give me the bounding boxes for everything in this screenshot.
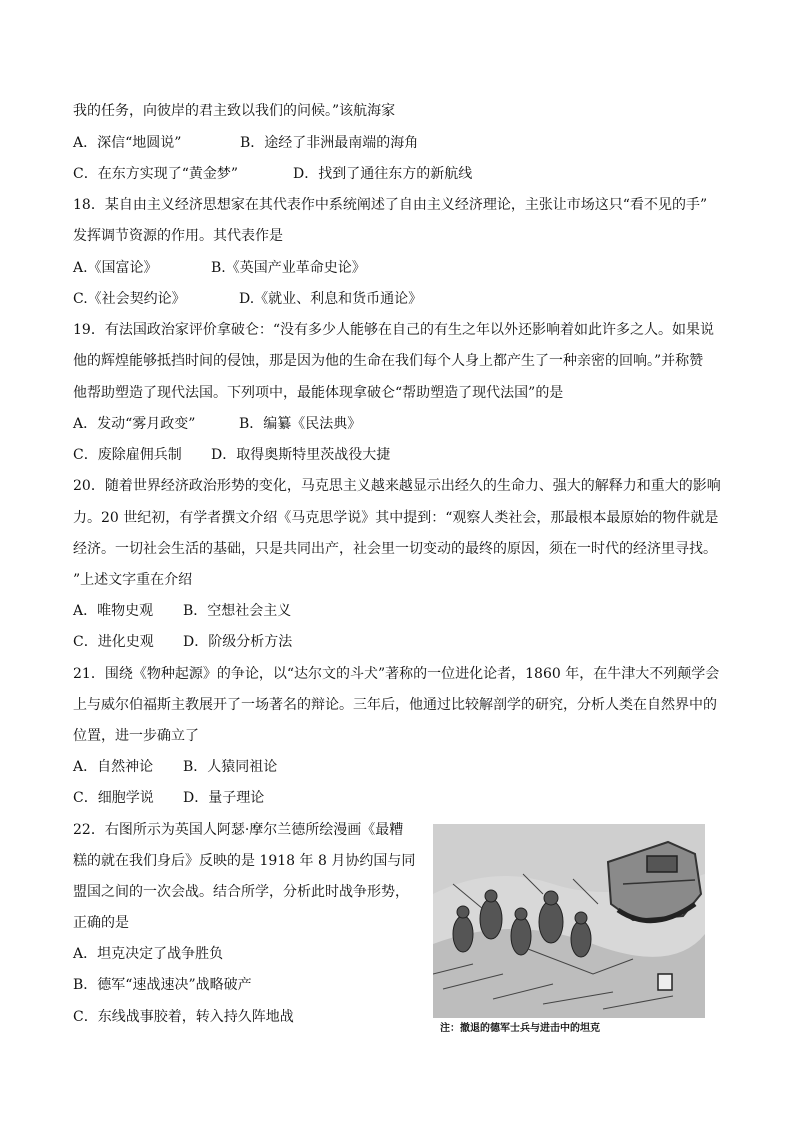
q22-stem-line2: 糕的就在我们身后》反映的是 1918 年 8 月协约国与同 (73, 853, 416, 869)
q19-option-c: C．废除雇佣兵制 (73, 447, 182, 463)
q22-option-b: B．德军“速战速决”战略破产 (73, 977, 252, 993)
cartoon-caption: 注：撤退的德军士兵与进击中的坦克 (440, 1023, 600, 1034)
q19-option-b: B．编纂《民法典》 (239, 416, 362, 432)
q17-option-a: A．深信“地圆说” (73, 135, 182, 151)
war-cartoon-image (433, 824, 705, 1018)
q18-option-c: C.《社会契约论》 (73, 291, 186, 307)
q18-option-b: B.《英国产业革命史论》 (211, 260, 366, 276)
q20-stem-line2: 力。20 世纪初，有学者撰文介绍《马克思学说》其中提到：“观察人类社会，那最根本最原始的物件就是 (73, 510, 719, 526)
cartoon-illustration (433, 824, 705, 1018)
q17-option-d: D．找到了通往东方的新航线 (293, 166, 473, 182)
q19-option-d: D．取得奥斯特里茨战役大捷 (211, 447, 391, 463)
q18-stem-line1: 18．某自由主义经济思想家在其代表作中系统阐述了自由主义经济理论，主张让市场这只“看不见的手” (73, 197, 708, 213)
q20-option-c: C．进化史观 (73, 634, 154, 650)
q18-stem-line2: 发挥调节资源的作用。其代表作是 (73, 228, 283, 244)
q21-option-d: D．量子理论 (183, 790, 265, 806)
q20-stem-line1: 20．随着世界经济政治形势的变化，马克思主义越来越显示出经久的生命力、强大的解释力和重大的影响 (73, 478, 721, 494)
q22-stem-line1: 22．右图所示为英国人阿瑟·摩尔兰德所绘漫画《最糟 (73, 822, 404, 838)
q17-option-b: B．途经了非洲最南端的海角 (240, 135, 419, 151)
q20-stem-line4: ”上述文字重在介绍 (73, 572, 193, 588)
q19-stem-line2: 他的辉煌能够抵挡时间的侵蚀，那是因为他的生命在我们每个人身上都产生了一种亲密的回响。”并称赞 (73, 353, 704, 369)
q21-stem-line3: 位置，进一步确立了 (73, 728, 199, 744)
q20-option-d: D．阶级分析方法 (183, 634, 293, 650)
q22-stem-line3: 盟国之间的一次会战。结合所学，分析此时战争形势， (73, 884, 409, 900)
q20-stem-line3: 经济。一切社会生活的基础，只是共同出产，社会里一切变动的最终的原因，须在一时代的经济里寻找。 (73, 541, 717, 557)
q20-option-a: A．唯物史观 (73, 603, 154, 619)
q18-option-a: A.《国富论》 (73, 260, 158, 276)
q19-option-a: A．发动“雾月政变” (73, 416, 196, 432)
q22-stem-line4: 正确的是 (73, 915, 129, 931)
q21-stem-line1: 21．围绕《物种起源》的争论，以“达尔文的斗犬”著称的一位进化论者，1860 年，在牛津大不列颠学会 (73, 666, 720, 682)
q19-stem-line1: 19．有法国政治家评价拿破仑：“没有多少人能够在自己的有生之年以外还影响着如此许多之人。如果说 (73, 322, 714, 338)
q20-option-b: B．空想社会主义 (183, 603, 292, 619)
q17-option-c: C．在东方实现了“黄金梦” (73, 166, 239, 182)
q21-option-c: C．细胞学说 (73, 790, 154, 806)
q17-stem-tail: 我的任务，向彼岸的君主致以我们的问候。”该航海家 (73, 103, 396, 119)
q22-option-a: A．坦克决定了战争胜负 (73, 946, 224, 962)
q19-stem-line3: 他帮助塑造了现代法国。下列项中，最能体现拿破仑“帮助塑造了现代法国”的是 (73, 385, 564, 401)
q18-option-d: D.《就业、利息和货币通论》 (239, 291, 423, 307)
q21-option-b: B．人猿同祖论 (183, 759, 278, 775)
q21-stem-line2: 上与威尔伯福斯主教展开了一场著名的辩论。三年后，他通过比较解剖学的研究，分析人类在自然界中的 (73, 697, 717, 713)
q22-option-c: C．东线战事胶着，转入持久阵地战 (73, 1009, 294, 1025)
q21-option-a: A．自然神论 (73, 759, 154, 775)
